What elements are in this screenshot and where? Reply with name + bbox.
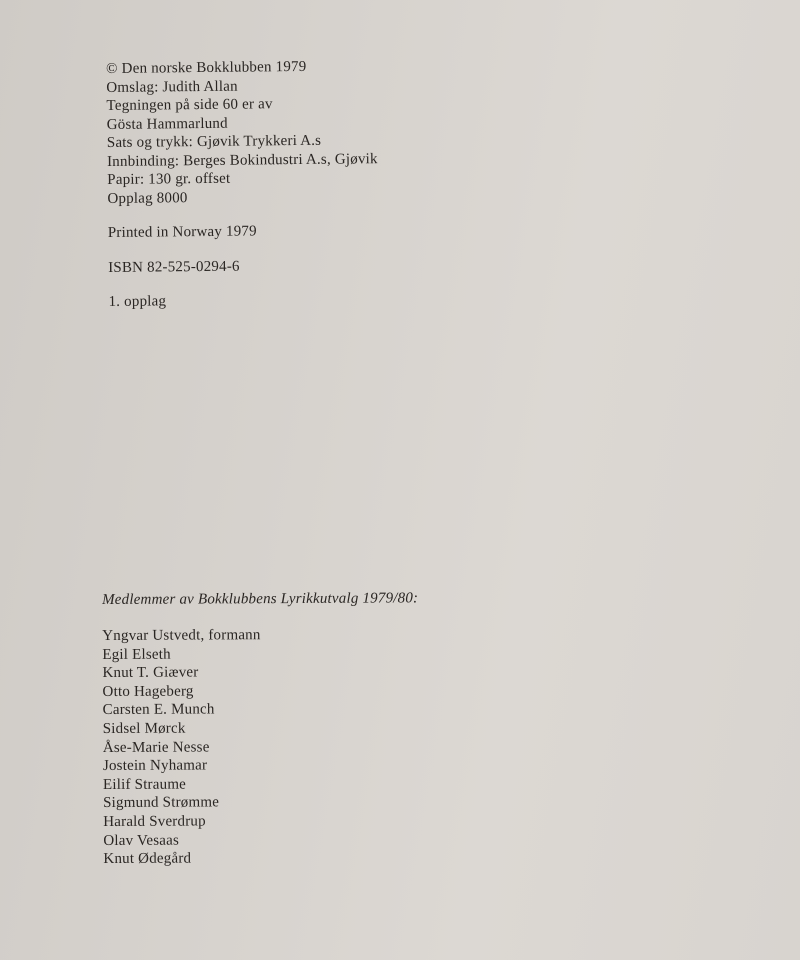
isbn-line: ISBN 82-525-0294-6 [108, 258, 240, 276]
typesetting-credit: Sats og trykk: Gjøvik Trykkeri A.s [106, 132, 322, 151]
member-item: Sigmund Strømme [103, 794, 220, 812]
copyright-line: © Den norske Bokklubben 1979 [106, 58, 307, 77]
colophon-block [106, 56, 469, 311]
member-item: Harald Sverdrup [103, 813, 206, 830]
member-item: Carsten E. Munch [102, 701, 215, 719]
printed-in-line: Printed in Norway 1979 [107, 223, 257, 241]
member-item: Jostein Nyhamar [102, 757, 208, 775]
member-item: Olav Vesaas [103, 832, 180, 849]
member-item: Knut T. Giæver [102, 664, 199, 682]
drawing-credit-line-2: Gösta Hammarlund [106, 115, 228, 133]
cover-credit: Omslag: Judith Allan [106, 78, 238, 96]
print-run: Opplag 8000 [107, 189, 188, 207]
member-item: Egil Elseth [102, 646, 171, 663]
committee-heading: Medlemmer av Bokklubbens Lyrikkutvalg 1979/80: [102, 590, 419, 608]
member-item: Åse-Marie Nesse [102, 739, 210, 756]
binding-credit: Innbinding: Berges Bokindustri A.s, Gjøvik [106, 150, 378, 170]
member-item: Eilif Straume [102, 776, 187, 793]
paper-spec: Papir: 130 gr. offset [107, 170, 231, 188]
member-item: Sidsel Mørck [102, 720, 186, 737]
member-item: Knut Ødegård [103, 850, 192, 868]
member-item: Yngvar Ustvedt, formann [102, 627, 261, 644]
edition-line: 1. opplag [108, 293, 167, 310]
committee-block [102, 588, 523, 869]
drawing-credit-line-1: Tegningen på side 60 er av [106, 96, 273, 114]
committee-member-list [102, 625, 523, 869]
member-item: Otto Hageberg [102, 683, 194, 700]
